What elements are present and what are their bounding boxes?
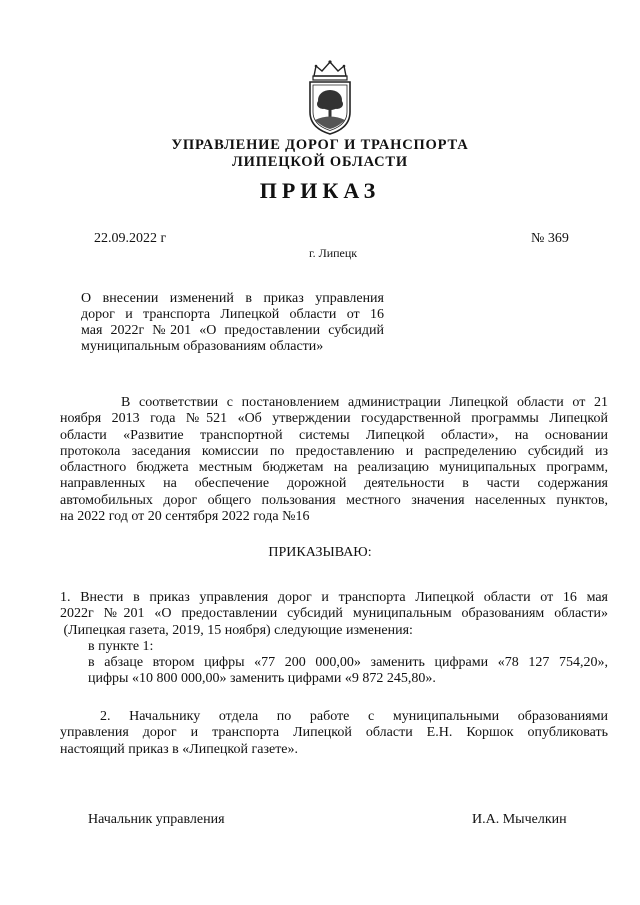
document-date: 22.09.2022 г bbox=[94, 231, 167, 246]
subject-line: дорог и транспорта Липецкой области от 16 bbox=[81, 307, 384, 322]
item1-line: цифры «10 800 000,00» заменить цифрами «9 872 245,80». bbox=[88, 671, 436, 687]
preamble-line: областного бюджета местным бюджетам на реализацию муниципальных программ, bbox=[60, 460, 608, 476]
item1-line: в абзаце втором цифры «77 200 000,00» заменить цифрами «78 127 754,20», bbox=[88, 655, 608, 671]
subject-line: мая 2022г №201 «О предоставлении субсидий bbox=[81, 323, 384, 338]
item2-line: 2. Начальнику отдела по работе с муниципальными образованиями bbox=[100, 709, 608, 724]
signatory-position: Начальник управления bbox=[88, 812, 225, 827]
document-number: № 369 bbox=[531, 231, 569, 246]
organization-name-line-2: ЛИПЕЦКОЙ ОБЛАСТИ bbox=[232, 154, 408, 170]
item2-line: настоящий приказ в «Липецкой газете». bbox=[60, 741, 299, 757]
item1-line: 2022г №201 «О предоставлении субсидий муниципальным образованиям области» bbox=[60, 606, 608, 622]
subject-line: О внесении изменений в приказ управления bbox=[81, 291, 384, 306]
preamble-line: на 2022 год от 20 сентября 2022 года №16 bbox=[60, 509, 310, 525]
organization-name-line-1: УПРАВЛЕНИЕ ДОРОГ И ТРАНСПОРТА bbox=[171, 137, 469, 153]
coat-of-arms-icon bbox=[298, 58, 362, 138]
preamble-line: области «Развитие транспортной системы Липецкой области», на основании bbox=[60, 427, 608, 443]
preamble-paragraph bbox=[60, 395, 608, 525]
item2-line: управления дорог и транспорта Липецкой области Е.Н. Коршок опубликовать bbox=[60, 725, 608, 741]
item1-line: (Липецкая газета, 2019, 15 ноября) следующие изменения: bbox=[60, 622, 413, 638]
order-item-1 bbox=[60, 590, 608, 688]
subject-line: муниципальным образованиям области» bbox=[81, 339, 324, 354]
order-item-2 bbox=[60, 709, 608, 758]
item1-line: 1. Внести в приказ управления дорог и транспорта Липецкой области от 16 мая bbox=[60, 590, 608, 605]
preamble-line: В соответствии с постановлением администрации Липецкой области от 21 bbox=[121, 395, 608, 410]
preamble-line: направленных на обеспечение дорожной деятельности в части содержания bbox=[60, 476, 608, 492]
document-subject bbox=[81, 291, 384, 355]
preamble-line: протокола заседания комиссии по предоставлению и распределению субсидий из bbox=[60, 443, 608, 459]
document-title: ПРИКАЗ bbox=[259, 178, 381, 203]
signatory-name: И.А. Мычелкин bbox=[472, 812, 567, 827]
preamble-line: автомобильных дорог общего пользования местного значения населенных пунктов, bbox=[60, 492, 608, 508]
document-city: г. Липецк bbox=[309, 246, 358, 260]
item1-line: в пункте 1: bbox=[88, 638, 154, 654]
decree-heading: ПРИКАЗЫВАЮ: bbox=[268, 545, 372, 560]
preamble-line: ноября 2013 года №521 «Об утверждении государственной программы Липецкой bbox=[60, 411, 608, 427]
